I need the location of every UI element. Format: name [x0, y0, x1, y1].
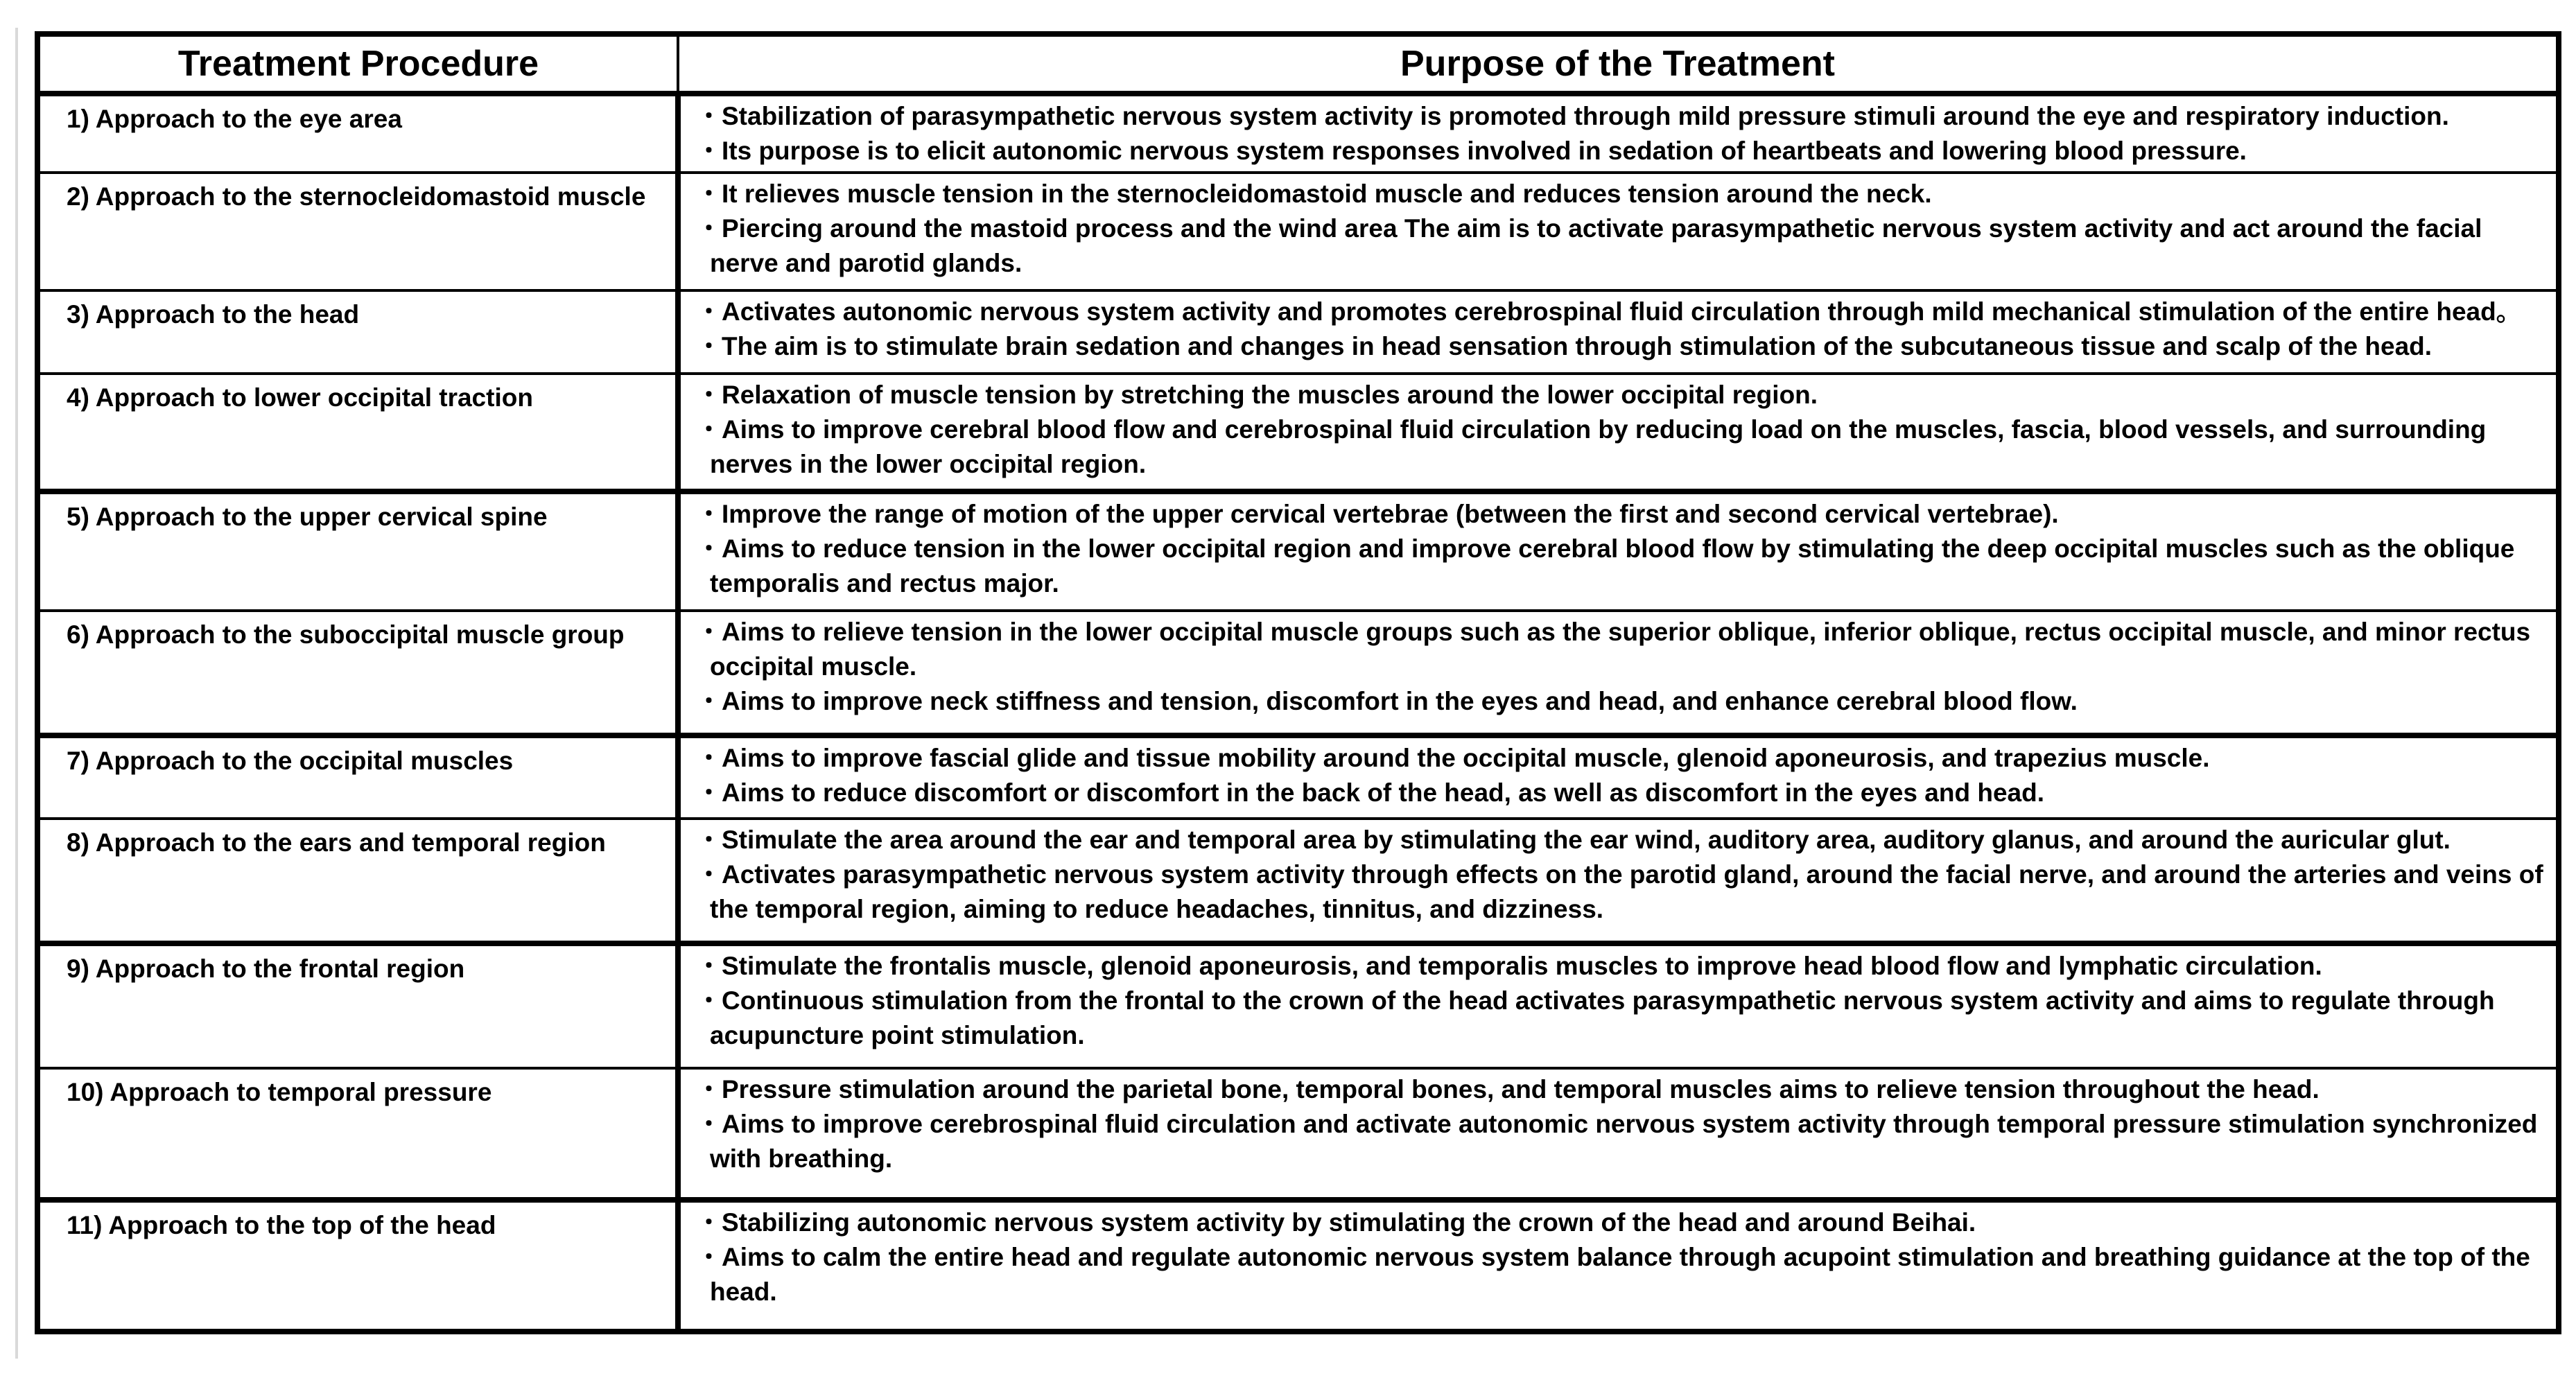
- table-row: [37, 943, 2559, 1068]
- purpose-line: ・Continuous stimulation from the frontal to the crown of the head activates parasympathetic nervous system activity and aims to regulate through acupuncture point stimulation.: [696, 986, 2495, 1049]
- purpose-cell: [678, 943, 2559, 1068]
- purpose-line: ・Aims to improve cerebrospinal fluid circulation and activate autonomic nervous system activity through temporal pressure stimulation synchronized with breathing.: [696, 1110, 2538, 1173]
- header-row: [37, 34, 2559, 94]
- procedure-cell: 1) Approach to the eye area: [37, 94, 678, 173]
- procedure-cell: 11) Approach to the top of the head: [37, 1200, 678, 1332]
- purpose-line: ・Aims to reduce tension in the lower occipital region and improve cerebral blood flow by stimulating the deep occipital muscles such as the oblique temporalis and rectus major.: [696, 534, 2515, 598]
- purpose-line: ・Stimulate the frontalis muscle, glenoid aponeurosis, and temporalis muscles to improve head blood flow and lymphatic circulation.: [696, 952, 2322, 980]
- purpose-cell: [678, 735, 2559, 819]
- purpose-line: ・Stimulate the area around the ear and temporal area by stimulating the ear wind, auditory area, auditory glanus, and around the auricular glut.: [696, 826, 2451, 854]
- purpose-line: ・Aims to improve fascial glide and tissue mobility around the occipital muscle, glenoid aponeurosis, and trapezius muscle.: [696, 744, 2210, 772]
- header-purpose-of-treatment: Purpose of the Treatment: [678, 34, 2559, 94]
- table-row: [37, 611, 2559, 735]
- purpose-line: ・Pressure stimulation around the parietal bone, temporal bones, and temporal muscles aims to relieve tension throughout the head.: [696, 1075, 2320, 1104]
- table-row: [37, 735, 2559, 819]
- table-row: [37, 374, 2559, 491]
- procedure-cell: 5) Approach to the upper cervical spine: [37, 491, 678, 611]
- purpose-line: ・Stabilizing autonomic nervous system activity by stimulating the crown of the head and around Beihai.: [696, 1208, 1976, 1237]
- procedure-cell: 10) Approach to temporal pressure: [37, 1068, 678, 1200]
- purpose-cell: [678, 173, 2559, 290]
- purpose-cell: [678, 819, 2559, 943]
- purpose-cell: [678, 94, 2559, 173]
- procedure-cell: 7) Approach to the occipital muscles: [37, 735, 678, 819]
- page-edge-rule: [15, 28, 18, 1359]
- purpose-line: ・Aims to improve neck stiffness and tension, discomfort in the eyes and head, and enhance cerebral blood flow.: [696, 687, 2078, 715]
- purpose-line: ・Piercing around the mastoid process and the wind area The aim is to activate parasympathetic nervous system activity and act around the facial nerve and parotid glands.: [696, 214, 2482, 277]
- purpose-line: ・It relieves muscle tension in the sternocleidomastoid muscle and reduces tension around the neck.: [696, 180, 1932, 208]
- purpose-line: ・Activates autonomic nervous system activity and promotes cerebrospinal fluid circulation through mild mechanical stimulation of the entire head。: [696, 297, 2522, 326]
- table-row: [37, 491, 2559, 611]
- purpose-cell: [678, 491, 2559, 611]
- purpose-line: ・Aims to calm the entire head and regulate autonomic nervous system balance through acupoint stimulation and breathing guidance at the top of the head.: [696, 1243, 2530, 1306]
- table-row: [37, 94, 2559, 173]
- purpose-line: ・Activates parasympathetic nervous system activity through effects on the parotid gland, around the facial nerve, and around the arteries and veins of the temporal region, aiming to reduce headaches, tinnitus, and dizziness.: [696, 860, 2543, 923]
- purpose-cell: [678, 374, 2559, 491]
- purpose-cell: [678, 290, 2559, 374]
- header-treatment-procedure: Treatment Procedure: [37, 34, 678, 94]
- table-row: [37, 819, 2559, 943]
- purpose-line: ・The aim is to stimulate brain sedation and changes in head sensation through stimulation of the subcutaneous tissue and scalp of the head.: [696, 332, 2433, 360]
- procedure-cell: 3) Approach to the head: [37, 290, 678, 374]
- procedure-cell: 8) Approach to the ears and temporal region: [37, 819, 678, 943]
- purpose-line: ・Relaxation of muscle tension by stretching the muscles around the lower occipital region.: [696, 381, 1818, 409]
- purpose-line: ・Stabilization of parasympathetic nervous system activity is promoted through mild pressure stimuli around the eye and respiratory induction.: [696, 102, 2449, 130]
- purpose-cell: [678, 611, 2559, 735]
- purpose-cell: [678, 1200, 2559, 1332]
- table-row: [37, 1200, 2559, 1332]
- purpose-line: ・Aims to improve cerebral blood flow and cerebrospinal fluid circulation by reducing load on the muscles, fascia, blood vessels, and surrounding nerves in the lower occipital region.: [696, 415, 2487, 478]
- purpose-line: ・Aims to relieve tension in the lower occipital muscle groups such as the superior oblique, inferior oblique, rectus occipital muscle, and minor rectus occipital muscle.: [696, 618, 2531, 681]
- procedure-cell: 4) Approach to lower occipital traction: [37, 374, 678, 491]
- purpose-line: ・Its purpose is to elicit autonomic nervous system responses involved in sedation of heartbeats and lowering blood pressure.: [696, 137, 2247, 165]
- treatment-table: [35, 31, 2561, 1334]
- table-row: [37, 173, 2559, 290]
- procedure-cell: 6) Approach to the suboccipital muscle group: [37, 611, 678, 735]
- purpose-line: ・Aims to reduce discomfort or discomfort in the back of the head, as well as discomfort in the eyes and head.: [696, 778, 2044, 807]
- procedure-cell: 2) Approach to the sternocleidomastoid muscle: [37, 173, 678, 290]
- procedure-cell: 9) Approach to the frontal region: [37, 943, 678, 1068]
- table-row: [37, 290, 2559, 374]
- purpose-line: ・Improve the range of motion of the upper cervical vertebrae (between the first and second cervical vertebrae).: [696, 500, 2059, 528]
- table-row: [37, 1068, 2559, 1200]
- purpose-cell: [678, 1068, 2559, 1200]
